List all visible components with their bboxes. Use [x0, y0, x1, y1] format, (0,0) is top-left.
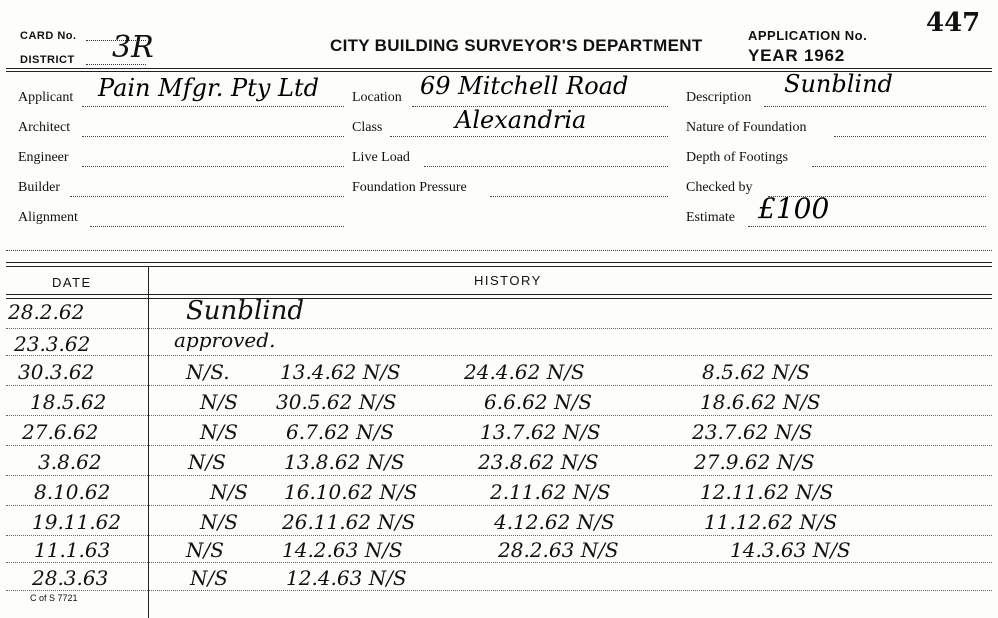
builder-label: Builder — [18, 180, 60, 195]
history-entry: 6.7.62 N/S — [286, 420, 394, 444]
history-entry: 11.12.62 N/S — [704, 510, 838, 534]
history-entry: 13.7.62 N/S — [480, 420, 601, 444]
date-header: DATE — [52, 275, 92, 290]
history-entry: 30.5.62 N/S — [276, 390, 397, 414]
history-entry: 14.2.63 N/S — [282, 538, 403, 562]
history-entry: N/S — [200, 420, 238, 444]
history-date: 28.3.63 — [32, 566, 109, 590]
history-entry: Sunblind — [186, 296, 304, 326]
history-date: 27.6.62 — [22, 420, 99, 444]
history-entry: N/S — [200, 390, 238, 414]
row-line — [6, 328, 992, 329]
history-date: 23.3.62 — [14, 332, 91, 356]
application-number: 447 — [926, 8, 981, 38]
district-label: DISTRICT — [20, 54, 75, 66]
history-rule-2 — [6, 266, 992, 267]
card-no-label: CARD No. — [20, 30, 77, 42]
class-label: Class — [352, 120, 383, 135]
row-line — [6, 445, 992, 446]
description-dots — [764, 106, 986, 107]
history-entry: approved. — [174, 328, 276, 352]
year-label: YEAR 1962 — [748, 46, 845, 65]
history-entry: 2.11.62 N/S — [490, 480, 611, 504]
applicant-value: Pain Mfgr. Pty Ltd — [98, 74, 319, 102]
department-title: CITY BUILDING SURVEYOR'S DEPARTMENT — [330, 36, 703, 55]
history-entry: 24.4.62 N/S — [464, 360, 585, 384]
form-code: C of S 7721 — [30, 593, 78, 603]
alignment-label: Alignment — [18, 210, 78, 225]
history-entry: 27.9.62 N/S — [694, 450, 815, 474]
checked-by-label: Checked by — [686, 180, 753, 195]
history-date: 8.10.62 — [34, 480, 111, 504]
history-entry: 26.11.62 N/S — [282, 510, 416, 534]
engineer-label: Engineer — [18, 150, 69, 165]
history-date: 11.1.63 — [34, 538, 111, 562]
fields-bottom-dots — [6, 250, 992, 251]
history-date: 19.11.62 — [32, 510, 122, 534]
history-entry: 12.11.62 N/S — [700, 480, 834, 504]
live-load-label: Live Load — [352, 150, 410, 165]
builder-dots — [70, 196, 344, 197]
description-value: Sunblind — [784, 70, 893, 98]
history-rule-1 — [6, 262, 992, 263]
applicant-label: Applicant — [18, 90, 74, 105]
history-entry: 18.6.62 N/S — [700, 390, 821, 414]
history-date: 3.8.62 — [38, 450, 102, 474]
depth-footings-label: Depth of Footings — [686, 150, 788, 165]
history-entry: N/S — [200, 510, 238, 534]
location-label: Location — [352, 90, 402, 105]
history-entry: 13.4.62 N/S — [280, 360, 401, 384]
row-line — [6, 385, 992, 386]
application-label: APPLICATION No. — [748, 28, 868, 43]
date-column-divider — [148, 266, 149, 618]
row-line — [6, 415, 992, 416]
history-header-rule-1 — [6, 294, 992, 295]
depth-footings-dots — [812, 166, 986, 167]
row-line — [6, 590, 992, 591]
class-value: Alexandria — [455, 106, 587, 134]
estimate-label: Estimate — [686, 210, 735, 225]
history-entry: 6.6.62 N/S — [484, 390, 592, 414]
nature-foundation-label: Nature of Foundation — [686, 120, 807, 135]
row-line — [6, 535, 992, 536]
history-date: 18.5.62 — [30, 390, 107, 414]
applicant-dots — [82, 106, 344, 107]
history-header: HISTORY — [474, 273, 542, 288]
row-line — [6, 475, 992, 476]
history-date: 30.3.62 — [18, 360, 95, 384]
history-entry: 23.7.62 N/S — [692, 420, 813, 444]
history-entry: 8.5.62 N/S — [702, 360, 810, 384]
description-label: Description — [686, 90, 752, 105]
history-entry: N/S. — [186, 360, 230, 384]
foundation-pressure-label: Foundation Pressure — [352, 180, 467, 195]
row-line — [6, 355, 992, 356]
history-entry: 14.3.63 N/S — [730, 538, 851, 562]
nature-foundation-dots — [834, 136, 986, 137]
header-rule-top — [6, 68, 992, 69]
history-entry: 12.4.63 N/S — [286, 566, 407, 590]
architect-dots — [82, 136, 344, 137]
estimate-dots — [748, 226, 986, 227]
row-line — [6, 505, 992, 506]
history-entry: N/S — [190, 566, 228, 590]
row-line — [6, 562, 992, 563]
history-entry: 4.12.62 N/S — [494, 510, 615, 534]
architect-label: Architect — [18, 120, 71, 135]
district-value: 3R — [112, 30, 154, 65]
alignment-dots — [90, 226, 344, 227]
live-load-dots — [424, 166, 668, 167]
history-entry: 13.8.62 N/S — [284, 450, 405, 474]
history-entry: N/S — [186, 538, 224, 562]
class-dots — [390, 136, 668, 137]
history-entry: 28.2.63 N/S — [498, 538, 619, 562]
foundation-pressure-dots — [490, 196, 668, 197]
history-header-rule-2 — [6, 298, 992, 299]
location-value: 69 Mitchell Road — [420, 72, 629, 100]
history-entry: N/S — [188, 450, 226, 474]
history-date: 28.2.62 — [8, 300, 85, 324]
history-entry: 16.10.62 N/S — [284, 480, 418, 504]
history-entry: 23.8.62 N/S — [478, 450, 599, 474]
history-entry: N/S — [210, 480, 248, 504]
estimate-value: £100 — [758, 192, 830, 225]
engineer-dots — [82, 166, 344, 167]
